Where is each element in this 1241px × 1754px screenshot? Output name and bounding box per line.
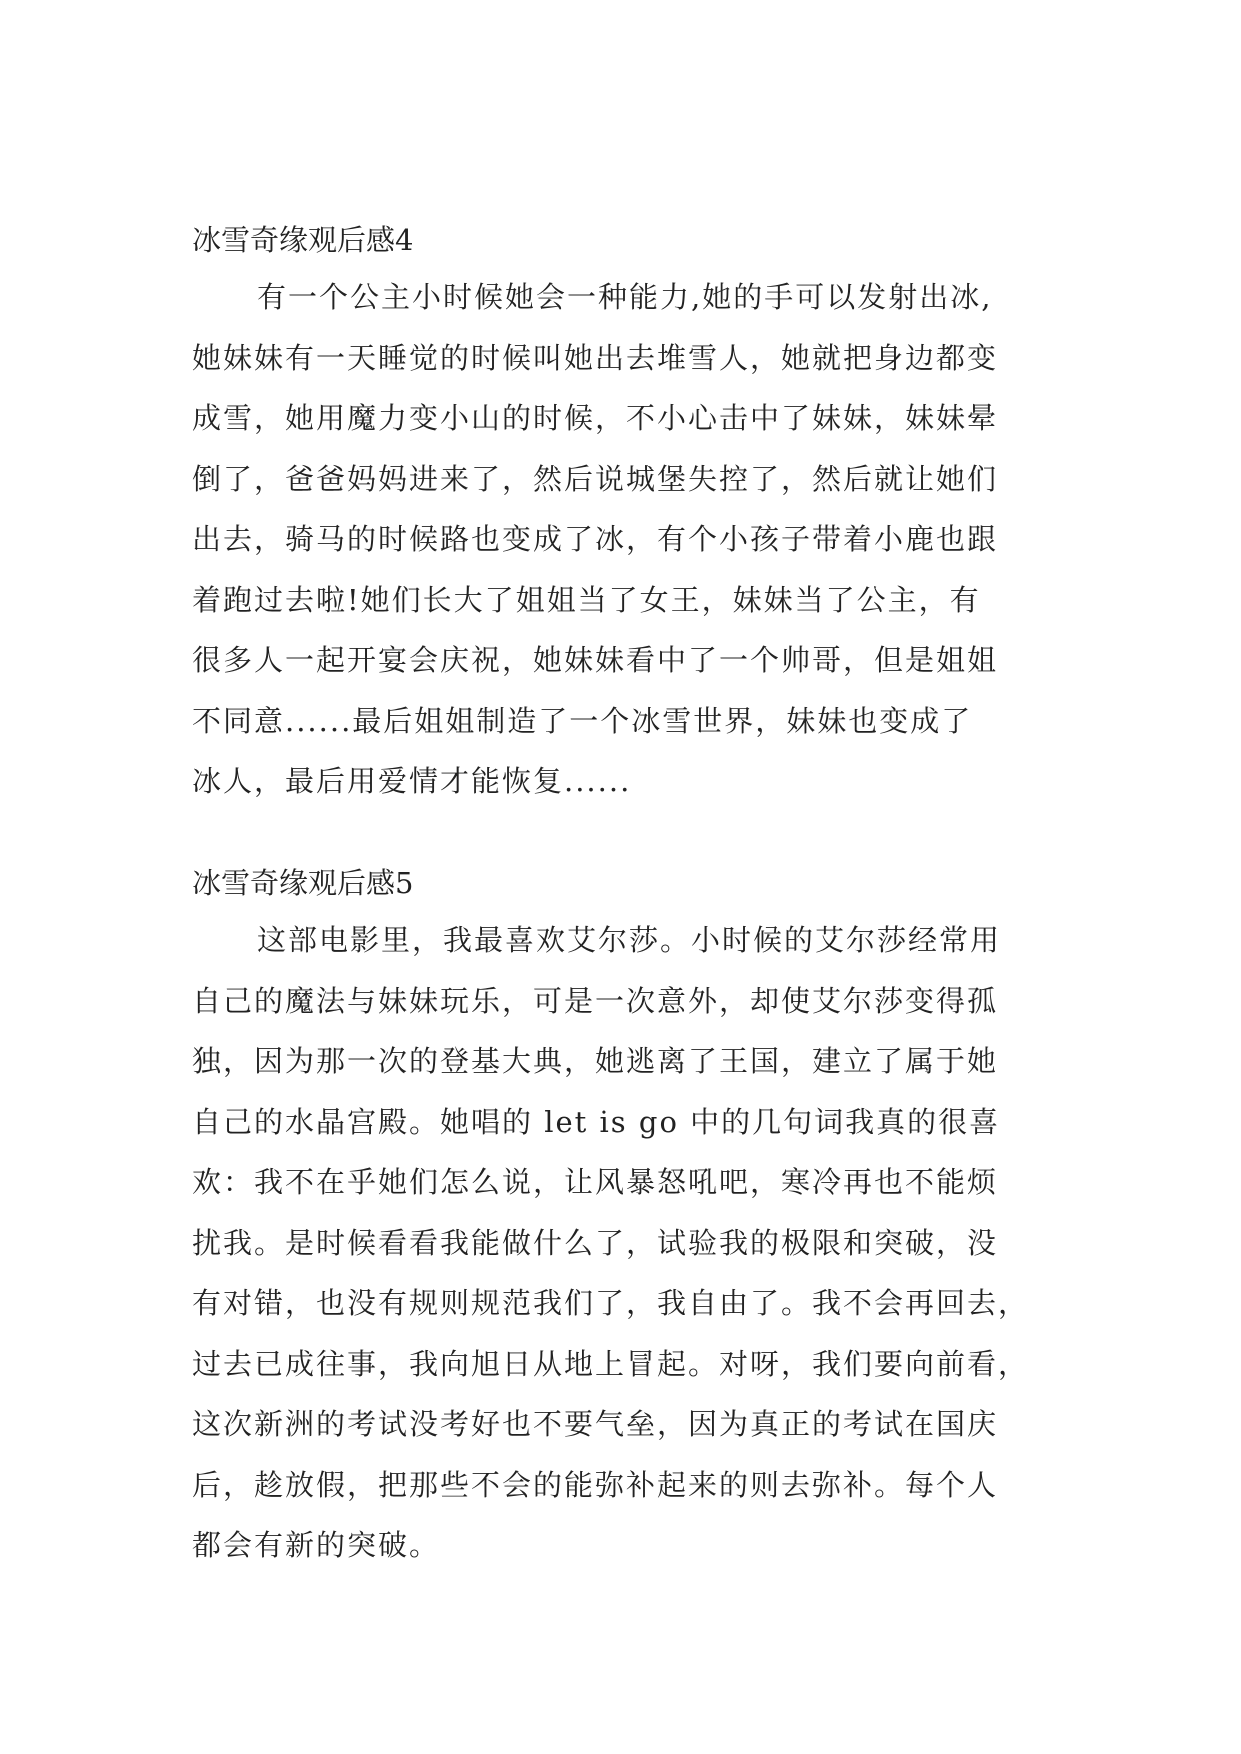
body-line: 有对错，也没有规则规范我们了，我自由了。我不会再回去， [192, 1286, 1030, 1320]
essay-section-4 [192, 215, 1072, 812]
section-body [192, 267, 1072, 812]
section-heading: 冰雪奇缘观后感5 [192, 866, 414, 900]
section-body [192, 910, 1072, 1576]
body-line: 后，趁放假，把那些不会的能弥补起来的则去弥补。每个人 [192, 1467, 999, 1502]
body-line: 这次新洲的考试没考好也不要气垒，因为真正的考试在国庆 [192, 1407, 999, 1441]
body-line: 这部电影里，我最喜欢艾尔莎。小时候的艾尔莎经常用 [257, 923, 1002, 957]
essay-section-5 [192, 858, 1072, 1576]
body-line: 自己的魔法与妹妹玩乐，可是一次意外，却使艾尔莎变得孤 [192, 983, 999, 1018]
body-line: 都会有新的突破。 [192, 1528, 441, 1562]
body-line: 她妹妹有一天睡觉的时候叫她出去堆雪人，她就把身边都变 [192, 340, 999, 375]
body-line: 着跑过去啦!她们长大了姐姐当了女王，妹妹当了公主，有 [192, 582, 981, 617]
body-line: 倒了，爸爸妈妈进来了，然后说城堡失控了，然后就让她们 [192, 461, 999, 496]
body-line: 扰我。是时候看看我能做什么了，试验我的极限和突破，没 [192, 1225, 999, 1260]
body-line: 不同意......最后姐姐制造了一个冰雪世界，妹妹也变成了 [192, 703, 973, 738]
body-line: 有一个公主小时候她会一种能力,她的手可以发射出冰, [257, 280, 993, 314]
section-heading: 冰雪奇缘观后感4 [192, 223, 414, 257]
body-line: 冰人，最后用爱情才能恢复...... [192, 764, 632, 798]
body-line: 出去，骑马的时候路也变成了冰，有个小孩子带着小鹿也跟 [192, 522, 999, 556]
body-line: 欢：我不在乎她们怎么说，让风暴怒吼吧，寒冷再也不能烦 [192, 1165, 999, 1199]
body-line: 自己的水晶宫殿。她唱的 let is go 中的几句词我真的很喜 [192, 1104, 1001, 1139]
body-line: 很多人一起开宴会庆祝，她妹妹看中了一个帅哥，但是姐姐 [192, 643, 999, 677]
body-line: 独，因为那一次的登基大典，她逃离了王国，建立了属于她 [192, 1044, 999, 1078]
body-line: 成雪，她用魔力变小山的时候，不小心击中了妹妹，妹妹晕 [192, 401, 999, 435]
body-line: 过去已成往事，我向旭日从地上冒起。对呀，我们要向前看， [192, 1346, 1030, 1381]
